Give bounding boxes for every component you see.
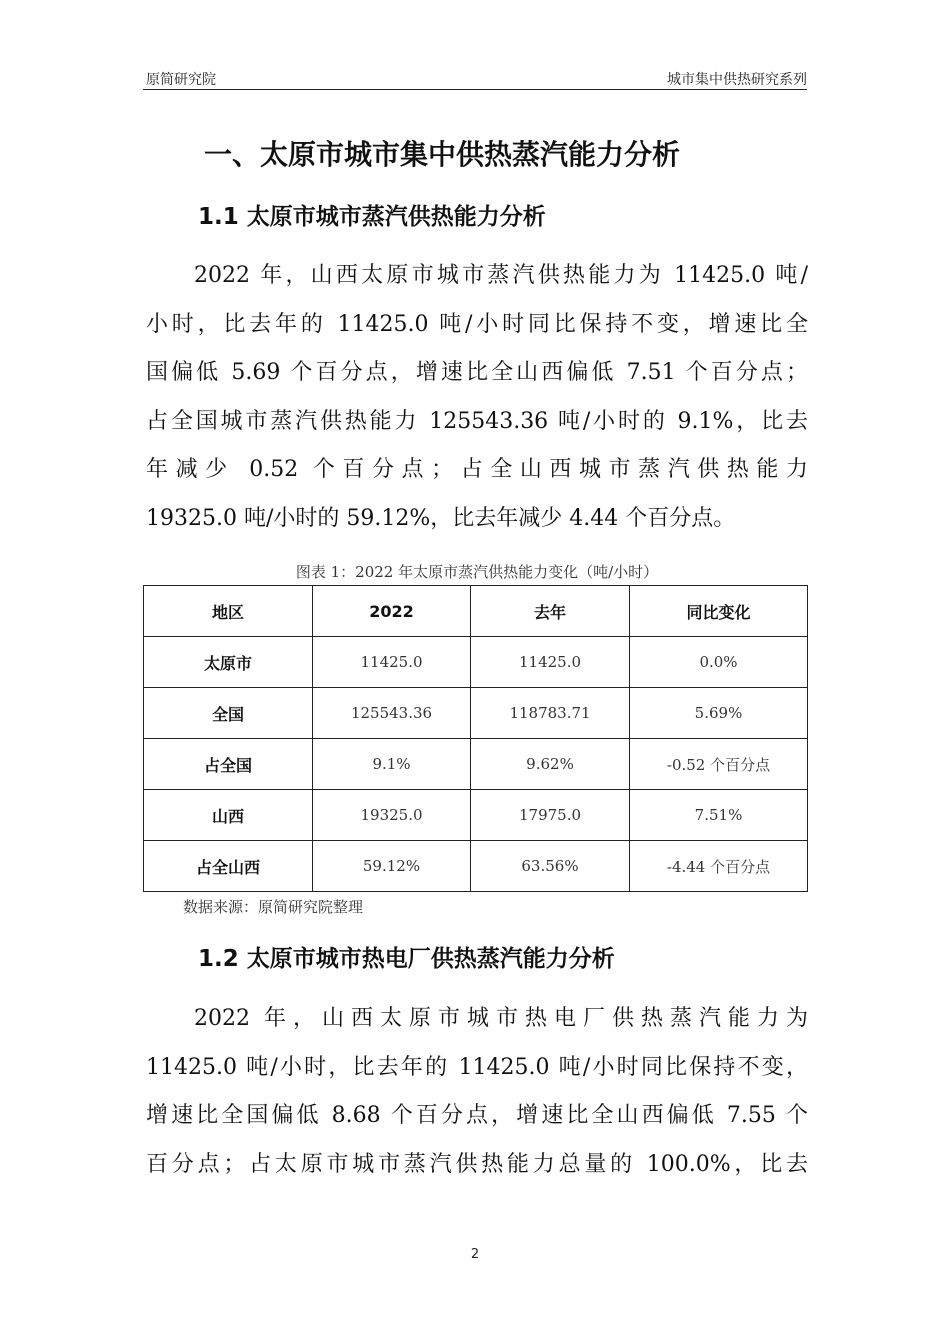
row-label: 山西 bbox=[144, 790, 313, 841]
table-cell: 19325.0 bbox=[313, 790, 471, 841]
table-cell: -4.44 个百分点 bbox=[630, 841, 808, 892]
paragraph-line: 19325.0 吨/小时的 59.12%，比去年减少 4.44 个百分点。 bbox=[146, 505, 736, 531]
table-cell: 63.56% bbox=[471, 841, 630, 892]
paragraph-line: 2022 年，山西太原市城市蒸汽供热能力为 11425.0 吨/ bbox=[194, 263, 808, 288]
table-row bbox=[144, 841, 808, 892]
section-title: 一、太原市城市集中供热蒸汽能力分析 bbox=[204, 138, 681, 171]
table-cell: 7.51% bbox=[630, 790, 808, 841]
paragraph-line: 小时，比去年的 11425.0 吨/小时同比保持不变，增速比全 bbox=[146, 311, 808, 337]
table-caption: 图表 1：2022 年太原市蒸汽供热能力变化（吨/小时） bbox=[295, 563, 659, 581]
column-header-last-year: 去年 bbox=[471, 586, 630, 637]
capacity-table bbox=[143, 585, 808, 892]
table-cell: 17975.0 bbox=[471, 790, 630, 841]
column-header-2022: 2022 bbox=[313, 586, 471, 637]
paragraph-line: 增速比全国偏低 8.68 个百分点，增速比全山西偏低 7.55 个 bbox=[146, 1103, 808, 1129]
table-row bbox=[144, 790, 808, 841]
paragraph-line: 11425.0 吨/小时，比去年的 11425.0 吨/小时同比保持不变， bbox=[146, 1054, 808, 1080]
table-cell: 0.0% bbox=[630, 637, 808, 688]
table-cell: 59.12% bbox=[313, 841, 471, 892]
row-label: 占全山西 bbox=[144, 841, 313, 892]
table-cell: -0.52 个百分点 bbox=[630, 739, 808, 790]
table-row bbox=[144, 637, 808, 688]
paragraph-1-1 bbox=[146, 252, 808, 544]
table-cell: 9.62% bbox=[471, 739, 630, 790]
table-cell: 11425.0 bbox=[471, 637, 630, 688]
subsection-heading-1-2: 1.2 太原市城市热电厂供热蒸汽能力分析 bbox=[198, 946, 615, 972]
column-header-yoy-change: 同比变化 bbox=[630, 586, 808, 637]
row-label: 全国 bbox=[144, 688, 313, 739]
table-row bbox=[144, 739, 808, 790]
header-divider bbox=[143, 89, 807, 90]
column-header-region: 地区 bbox=[144, 586, 313, 637]
table-source-note: 数据来源：原简研究院整理 bbox=[183, 898, 364, 916]
paragraph-line: 占全国城市蒸汽供热能力 125543.36 吨/小时的 9.1%，比去 bbox=[146, 408, 808, 434]
table-cell: 118783.71 bbox=[471, 688, 630, 739]
paragraph-line: 2022 年，山西太原市城市热电厂供热蒸汽能力为 bbox=[194, 1006, 808, 1031]
table-cell: 9.1% bbox=[313, 739, 471, 790]
paragraph-line: 百分点；占太原市城市蒸汽供热能力总量的 100.0%，比去 bbox=[146, 1151, 808, 1177]
table-cell: 11425.0 bbox=[313, 637, 471, 688]
page-number: 2 bbox=[470, 1247, 480, 1262]
table-header-row bbox=[144, 586, 808, 637]
paragraph-line: 国偏低 5.69 个百分点，增速比全山西偏低 7.51 个百分点； bbox=[146, 360, 808, 386]
paragraph-1-2 bbox=[146, 995, 808, 1189]
header-org-name: 原简研究院 bbox=[146, 72, 216, 88]
table-cell: 125543.36 bbox=[313, 688, 471, 739]
row-label: 占全国 bbox=[144, 739, 313, 790]
row-label: 太原市 bbox=[144, 637, 313, 688]
table-row bbox=[144, 688, 808, 739]
table-cell: 5.69% bbox=[630, 688, 808, 739]
subsection-heading-1-1: 1.1 太原市城市蒸汽供热能力分析 bbox=[198, 204, 546, 230]
header-series-name: 城市集中供热研究系列 bbox=[667, 72, 807, 88]
paragraph-line: 年减少 0.52 个百分点；占全山西城市蒸汽供热能力 bbox=[146, 457, 808, 483]
